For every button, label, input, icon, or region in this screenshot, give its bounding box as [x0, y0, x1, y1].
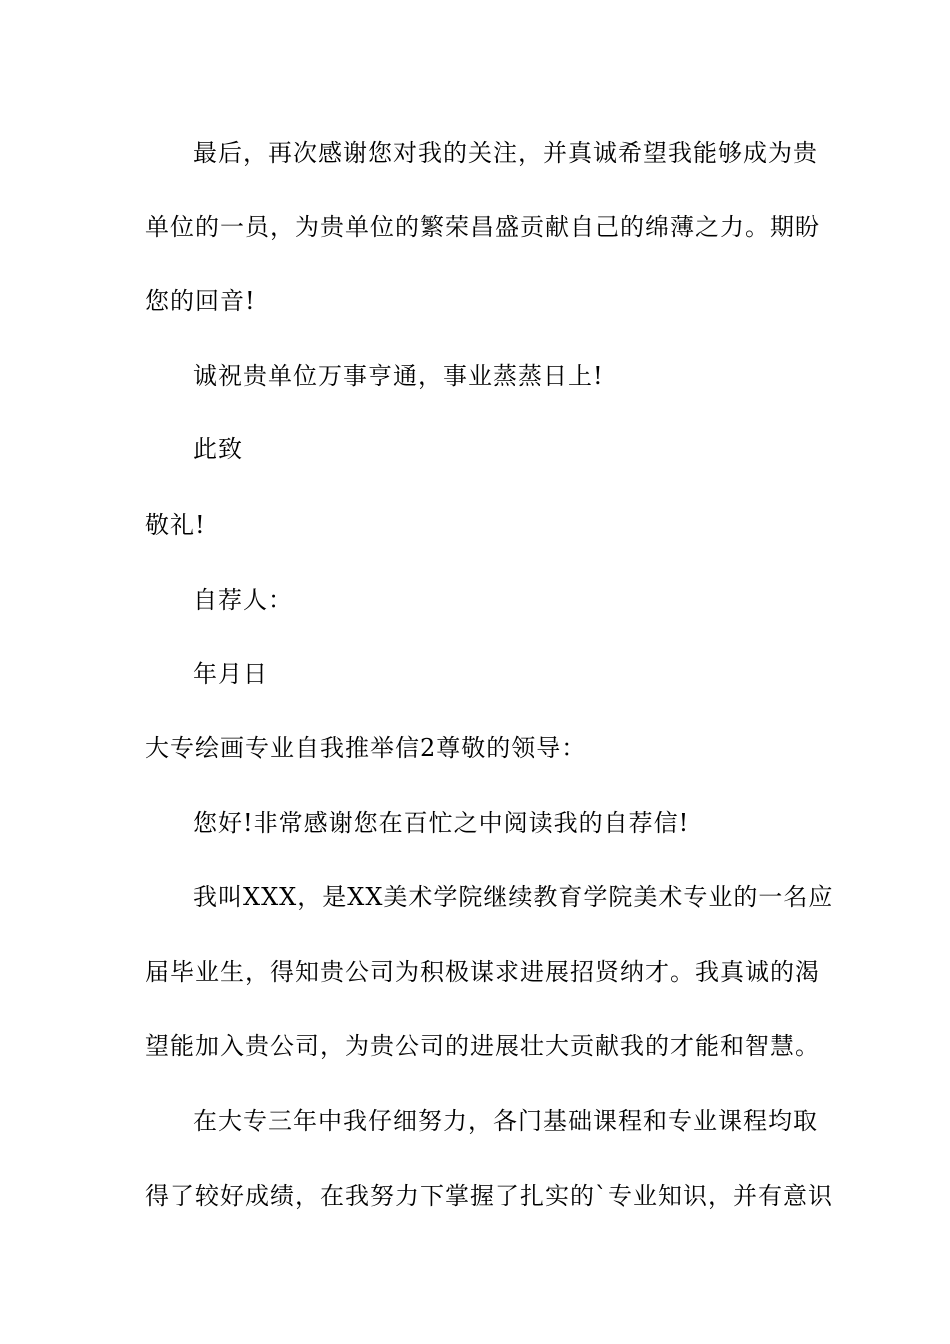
text-line-9: 大专绘画专业自我推举信2尊敬的领导： [145, 734, 587, 762]
text-line-10: 您好!非常感谢您在百忙之中阅读我的自荐信! [193, 809, 690, 837]
text-line-5: 此致 [193, 435, 243, 463]
text-line-13: 望能加入贵公司，为贵公司的进展壮大贡献我的才能和智慧。 [145, 1032, 820, 1060]
text-line-14: 在大专三年中我仔细努力，各门基础课程和专业课程均取 [193, 1107, 818, 1135]
text-line-2: 单位的一员，为贵单位的繁荣昌盛贡献自己的绵薄之力。期盼 [145, 213, 820, 241]
text-line-11: 我叫XXX，是XX美术学院继续教育学院美术专业的一名应 [193, 883, 834, 911]
text-line-12: 届毕业生，得知贵公司为积极谋求进展招贤纳才。我真诚的渴 [145, 958, 820, 986]
text-line-6: 敬礼! [145, 511, 206, 539]
text-line-15: 得了较好成绩，在我努力下掌握了扎实的`专业知识，并有意识 [145, 1182, 833, 1210]
text-line-1: 最后，再次感谢您对我的关注，并真诚希望我能够成为贵 [193, 139, 818, 167]
text-line-8: 年月日 [193, 660, 268, 688]
text-line-7: 自荐人： [193, 586, 293, 614]
text-line-4: 诚祝贵单位万事亨通，事业蒸蒸日上! [193, 362, 604, 390]
text-line-3: 您的回音! [145, 287, 256, 315]
